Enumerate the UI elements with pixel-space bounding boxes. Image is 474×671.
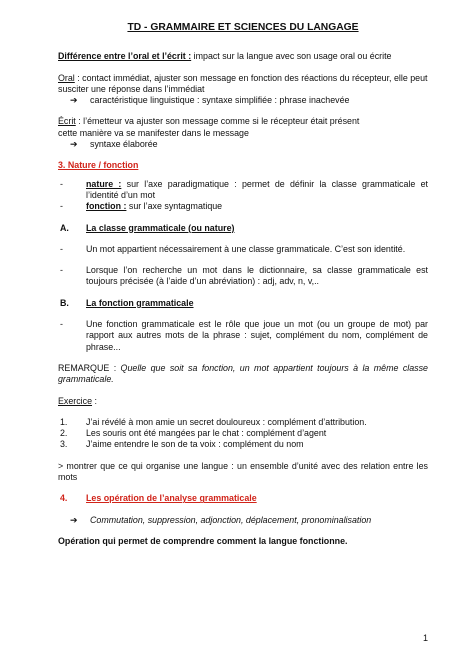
page-number: 1 (422, 633, 428, 643)
arrow-icon: ➔ (70, 514, 78, 525)
dash-bullet: - (60, 243, 63, 254)
section-b-item-1-text: Une fonction grammaticale est le rôle que joue un mot (ou un groupe de mot) par rapport aux autres mots de la phrase : sujet, complément du nom, complément de phrase... (86, 319, 428, 352)
section-b-title: La fonction grammaticale (86, 297, 194, 308)
oral-label: Oral (58, 72, 75, 83)
exercice-item-text: J’aime entendre le son de ta voix : complément du nom (86, 439, 304, 450)
section-a-letter: A. (60, 222, 69, 233)
exercice-colon: : (92, 395, 97, 406)
exercice-item (58, 439, 428, 450)
term-fonction: fonction : (86, 201, 127, 212)
intro-paragraph (58, 51, 428, 62)
section-4-title: Les opération de l’analyse grammaticale (86, 493, 257, 504)
remarque-paragraph (58, 363, 428, 386)
document-title: TD - GRAMMAIRE ET SCIENCES DU LANGAGE (127, 22, 359, 33)
oral-arrow-item (58, 95, 428, 106)
item-number: 1. (60, 416, 68, 427)
section-4-arrow-item (58, 515, 428, 526)
nature-text: sur l’axe paradigmatique : permet de définir la classe grammaticale et l’identité d’un mot (86, 178, 429, 200)
arrow-icon: ➔ (70, 139, 78, 150)
section-a-item-2 (58, 265, 428, 288)
intro-label: Différence entre l’oral et l’écrit : (58, 51, 192, 62)
intro-text: impact sur la langue avec son usage oral ou écrite (191, 51, 392, 62)
remarque-label: REMARQUE : (58, 362, 117, 373)
dash-bullet: - (60, 178, 63, 189)
remarque-text: Quelle que soit sa fonction, un mot appartient toujours à la même classe grammaticale. (58, 362, 428, 385)
exercice-item (58, 417, 428, 428)
section-b-letter: B. (60, 297, 69, 308)
section-a-item-1 (58, 244, 428, 255)
section-a-item-2-text: Lorsque l’on recherche un mot dans le dictionnaire, sa classe grammaticale est toujours précisée (à l’aide d’un abréviation) : adj, adv, n, v,.. (86, 265, 428, 287)
exercice-item (58, 428, 428, 439)
exercice-item-text: J’ai révélé à mon amie un secret douloureux : complément d’attribution. (86, 416, 367, 427)
ecrit-text-2: cette manière va se manifester dans le message (58, 127, 249, 138)
exercice-item-text: Les souris ont été mangées par le chat : complément d’agent (86, 428, 327, 439)
section-a-title: La classe grammaticale (ou nature) (86, 222, 235, 233)
item-number: 2. (60, 428, 68, 439)
arrow-icon: ➔ (70, 95, 78, 106)
ecrit-arrow-text: syntaxe élaborée (90, 139, 158, 150)
oral-text: : contact immédiat, ajuster son message en fonction des réactions du récepteur, elle peut susciter une réponse dans l’immédiat (58, 72, 428, 94)
section-a-item-1-text: Un mot appartient nécessairement à une classe grammaticale. C’est son identité. (86, 243, 406, 254)
ecrit-paragraph (58, 116, 428, 127)
montrer-paragraph: > montrer que ce qui organise une langue : un ensemble d’unité avec des relation entre les mots (58, 460, 428, 483)
section-4-number: 4. (60, 493, 68, 504)
ecrit-label: Écrit (58, 116, 76, 127)
oral-arrow-text: caractéristique linguistique : syntaxe simplifiée : phrase inachevée (90, 95, 350, 106)
item-number: 3. (60, 439, 68, 450)
section-4-heading (58, 493, 428, 504)
section-b-item-1 (58, 319, 428, 353)
exercice-heading (58, 396, 428, 407)
dash-bullet: - (60, 265, 63, 276)
section-3-item-fonction (58, 201, 428, 212)
section-b-heading (58, 298, 428, 309)
ecrit-text-1: : l’émetteur va ajuster son message comme si le récepteur était présent (75, 116, 360, 127)
ecrit-arrow-item (58, 139, 428, 150)
term-nature: nature : (86, 178, 122, 189)
exercice-label: Exercice (58, 395, 93, 406)
conclusion: Opération qui permet de comprendre comment la langue fonctionne. (58, 535, 348, 546)
oral-paragraph (58, 73, 428, 96)
fonction-text: sur l’axe syntagmatique (126, 201, 223, 212)
section-3-item-nature (58, 179, 428, 202)
dash-bullet: - (60, 319, 63, 330)
dash-bullet: - (60, 201, 63, 212)
section-a-heading (58, 223, 428, 234)
section-3-heading: 3. Nature / fonction (58, 160, 139, 171)
section-4-arrow-text: Commutation, suppression, adjonction, déplacement, pronominalisation (90, 514, 372, 525)
